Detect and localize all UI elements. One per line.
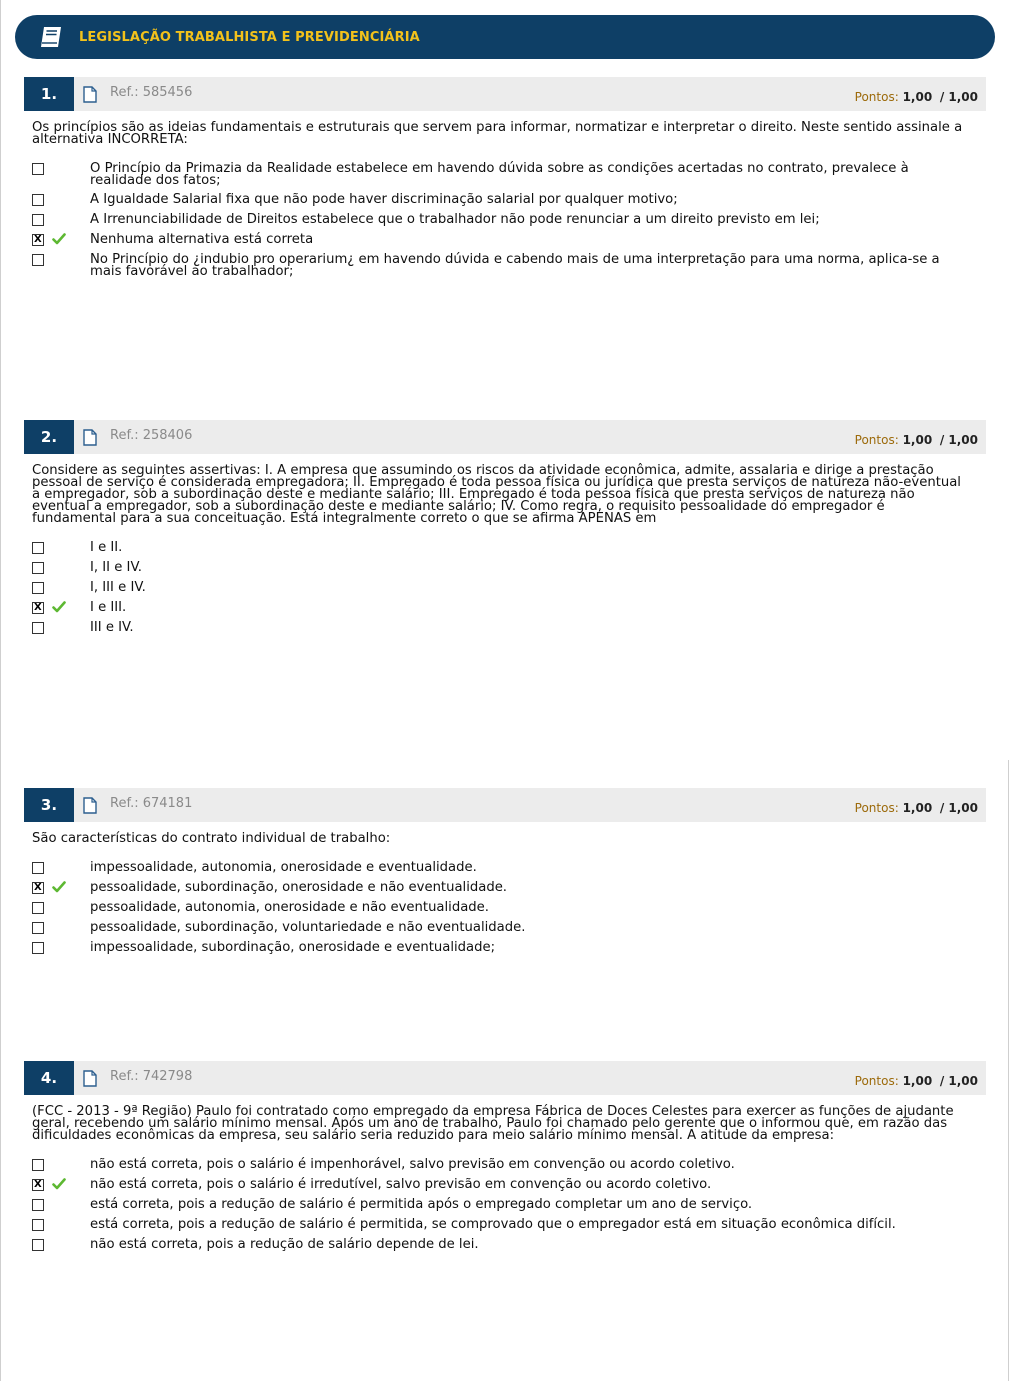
- question-header: [24, 788, 986, 822]
- question-ref: Ref.: 258406: [110, 428, 193, 443]
- option-item[interactable]: [24, 214, 986, 227]
- option-text: pessoalidade, autonomia, onerosidade e não eventualidade.: [90, 900, 489, 915]
- frame-border-right: [1008, 760, 1009, 1381]
- option-checkbox[interactable]: [32, 922, 44, 934]
- option-text: está correta, pois a redução de salário é permitida, se comprovado que o empregador está em situação econômica difícil.: [90, 1217, 896, 1232]
- correct-check-icon: [52, 1178, 66, 1190]
- correct-check-icon: [52, 601, 66, 613]
- option-text: Nenhuma alternativa está correta: [90, 232, 314, 247]
- option-item[interactable]: [24, 882, 986, 895]
- option-checkbox[interactable]: [32, 862, 44, 874]
- section-banner: [15, 15, 995, 59]
- option-text: I, III e IV.: [90, 580, 146, 595]
- option-list: [24, 163, 986, 278]
- option-text: I e II.: [90, 540, 123, 555]
- option-item[interactable]: [24, 234, 986, 247]
- question-stem: (FCC - 2013 - 9ª Região) Paulo foi contratado como empregado da empresa Fábrica de Doces Celestes para exercer as funções de ajudante geral, recebendo um salário mínimo mensal. Após um ano de trabalho, Paulo foi chamado pelo gerente que o informou que, em razão das dificuldades econômicas da empresa, seu salário seria reduzido para meio salário mínimo mensal. A atitude da empresa:: [32, 1104, 954, 1143]
- points-max: / 1,00: [939, 801, 978, 815]
- question-points: [855, 90, 978, 104]
- option-checkbox[interactable]: [32, 234, 44, 246]
- option-text: está correta, pois a redução de salário é permitida após o empregado completar um ano de serviço.: [90, 1197, 753, 1212]
- option-checkbox[interactable]: [32, 542, 44, 554]
- option-checkbox[interactable]: [32, 562, 44, 574]
- option-item[interactable]: [24, 1159, 986, 1172]
- points-score: 1,00: [902, 433, 933, 447]
- question-points: [855, 433, 978, 447]
- option-text: A Irrenunciabilidade de Direitos estabelece que o trabalhador não pode renunciar a um direito previsto em lei;: [90, 212, 820, 227]
- question-3: [24, 788, 986, 962]
- question-ref: Ref.: 742798: [110, 1069, 193, 1084]
- option-checkbox[interactable]: [32, 602, 44, 614]
- points-max: / 1,00: [939, 433, 978, 447]
- option-text: pessoalidade, subordinação, voluntariedade e não eventualidade.: [90, 920, 526, 935]
- option-item[interactable]: [24, 622, 986, 635]
- question-stem: Os princípios são as ideias fundamentais e estruturais que servem para informar, normatizar e interpretar o direito. Neste sentido assinale a alternativa INCORRETA:: [32, 120, 963, 147]
- points-score: 1,00: [902, 801, 933, 815]
- document-icon[interactable]: [83, 86, 97, 103]
- option-list: [24, 862, 986, 955]
- option-item[interactable]: [24, 1199, 986, 1212]
- question-number-label: 1.: [40, 85, 58, 103]
- option-list: [24, 542, 986, 635]
- option-text: não está correta, pois o salário é irredutível, salvo previsão em convenção ou acordo coletivo.: [90, 1177, 712, 1192]
- option-checkbox[interactable]: [32, 1239, 44, 1251]
- option-text: impessoalidade, autonomia, onerosidade e eventualidade.: [90, 860, 477, 875]
- option-item[interactable]: [24, 542, 986, 555]
- option-checkbox[interactable]: [32, 582, 44, 594]
- option-item[interactable]: [24, 582, 986, 595]
- option-checkbox[interactable]: [32, 194, 44, 206]
- option-item[interactable]: [24, 1239, 986, 1252]
- option-checkbox[interactable]: [32, 1159, 44, 1171]
- option-item[interactable]: [24, 602, 986, 615]
- document-icon[interactable]: [83, 1070, 97, 1087]
- option-checkbox[interactable]: [32, 1219, 44, 1231]
- option-checkbox[interactable]: [32, 622, 44, 634]
- question-header: [24, 1061, 986, 1095]
- option-text: I, II e IV.: [90, 560, 142, 575]
- option-checkbox[interactable]: [32, 163, 44, 175]
- option-text: pessoalidade, subordinação, onerosidade e não eventualidade.: [90, 880, 508, 895]
- question-number-label: 2.: [40, 428, 58, 446]
- question-number: [24, 788, 74, 822]
- points-max: / 1,00: [939, 1074, 978, 1088]
- option-text: O Princípio da Primazia da Realidade estabelece em havendo dúvida sobre as condições acertadas no contrato, prevalece à realidade dos fatos;: [90, 161, 909, 188]
- option-item[interactable]: [24, 163, 986, 187]
- option-text: não está correta, pois o salário é impenhorável, salvo previsão em convenção ou acordo coletivo.: [90, 1157, 735, 1172]
- points-score: 1,00: [902, 1074, 933, 1088]
- frame-border-left: [0, 0, 1, 1381]
- option-item[interactable]: [24, 1219, 986, 1232]
- option-checkbox[interactable]: [32, 902, 44, 914]
- points-label: Pontos:: [854, 801, 899, 815]
- points-label: Pontos:: [854, 1074, 899, 1088]
- question-ref: Ref.: 674181: [110, 796, 193, 811]
- question-points: [855, 801, 978, 815]
- option-item[interactable]: [24, 862, 986, 875]
- question-stem: São características do contrato individual de trabalho:: [32, 831, 391, 846]
- points-label: Pontos:: [854, 90, 899, 104]
- option-text: I e III.: [90, 600, 127, 615]
- question-number: [24, 77, 74, 111]
- option-text: não está correta, pois a redução de salário depende de lei.: [90, 1237, 479, 1252]
- option-checkbox[interactable]: [32, 942, 44, 954]
- book-icon: [37, 23, 65, 51]
- option-item[interactable]: [24, 922, 986, 935]
- question-points: [855, 1074, 978, 1088]
- option-text: No Princípio do ¿indubio pro operarium¿ em havendo dúvida e cabendo mais de uma interpretação para uma norma, aplica-se a mais favorável ao trabalhador;: [90, 252, 940, 279]
- points-label: Pontos:: [854, 433, 899, 447]
- question-number: [24, 1061, 74, 1095]
- option-item[interactable]: [24, 562, 986, 575]
- section-title: LEGISLAÇÃO TRABALHISTA E PREVIDENCIÁRIA: [79, 29, 420, 45]
- question-number-label: 3.: [40, 796, 58, 814]
- points-max: / 1,00: [939, 90, 978, 104]
- question-4: [24, 1061, 986, 1259]
- option-checkbox[interactable]: [32, 254, 44, 266]
- points-score: 1,00: [902, 90, 933, 104]
- question-number: [24, 420, 74, 454]
- option-text: impessoalidade, subordinação, onerosidade e eventualidade;: [90, 940, 496, 955]
- option-checkbox[interactable]: [32, 1199, 44, 1211]
- option-checkbox[interactable]: [32, 214, 44, 226]
- option-item[interactable]: [24, 942, 986, 955]
- question-2: [24, 420, 986, 642]
- option-item[interactable]: [24, 254, 986, 278]
- question-stem: Considere as seguintes assertivas: I. A empresa que assumindo os riscos da atividade econômica, admite, assalaria e dirige a prestação pessoal de serviço é considerada empregadora; II. Empregado é toda pessoa física ou jurídica que presta serviços de natureza não-eventual a empregador, sob a subordinação deste e mediante salário; III. Empregado é toda pessoa física que presta serviços de natureza não eventual a empregador, sob a subordinação deste e mediante salário; IV. Como regra, o requisito pessoalidade do empregador é fundamental para a sua conceituação. Está integralmente correto o que se afirma APENAS em: [32, 463, 961, 526]
- option-checkbox[interactable]: [32, 882, 44, 894]
- option-list: [24, 1159, 986, 1252]
- question-1: [24, 77, 986, 285]
- question-header: [24, 420, 986, 454]
- question-ref: Ref.: 585456: [110, 85, 193, 100]
- question-number-label: 4.: [40, 1069, 58, 1087]
- question-header: [24, 77, 986, 111]
- correct-check-icon: [52, 233, 66, 245]
- document-icon[interactable]: [83, 429, 97, 446]
- option-text: A Igualdade Salarial fixa que não pode haver discriminação salarial por qualquer motivo;: [90, 192, 678, 207]
- option-checkbox[interactable]: [32, 1179, 44, 1191]
- option-item[interactable]: [24, 902, 986, 915]
- document-icon[interactable]: [83, 797, 97, 814]
- option-item[interactable]: [24, 1179, 986, 1192]
- option-item[interactable]: [24, 194, 986, 207]
- option-text: III e IV.: [90, 620, 134, 635]
- correct-check-icon: [52, 881, 66, 893]
